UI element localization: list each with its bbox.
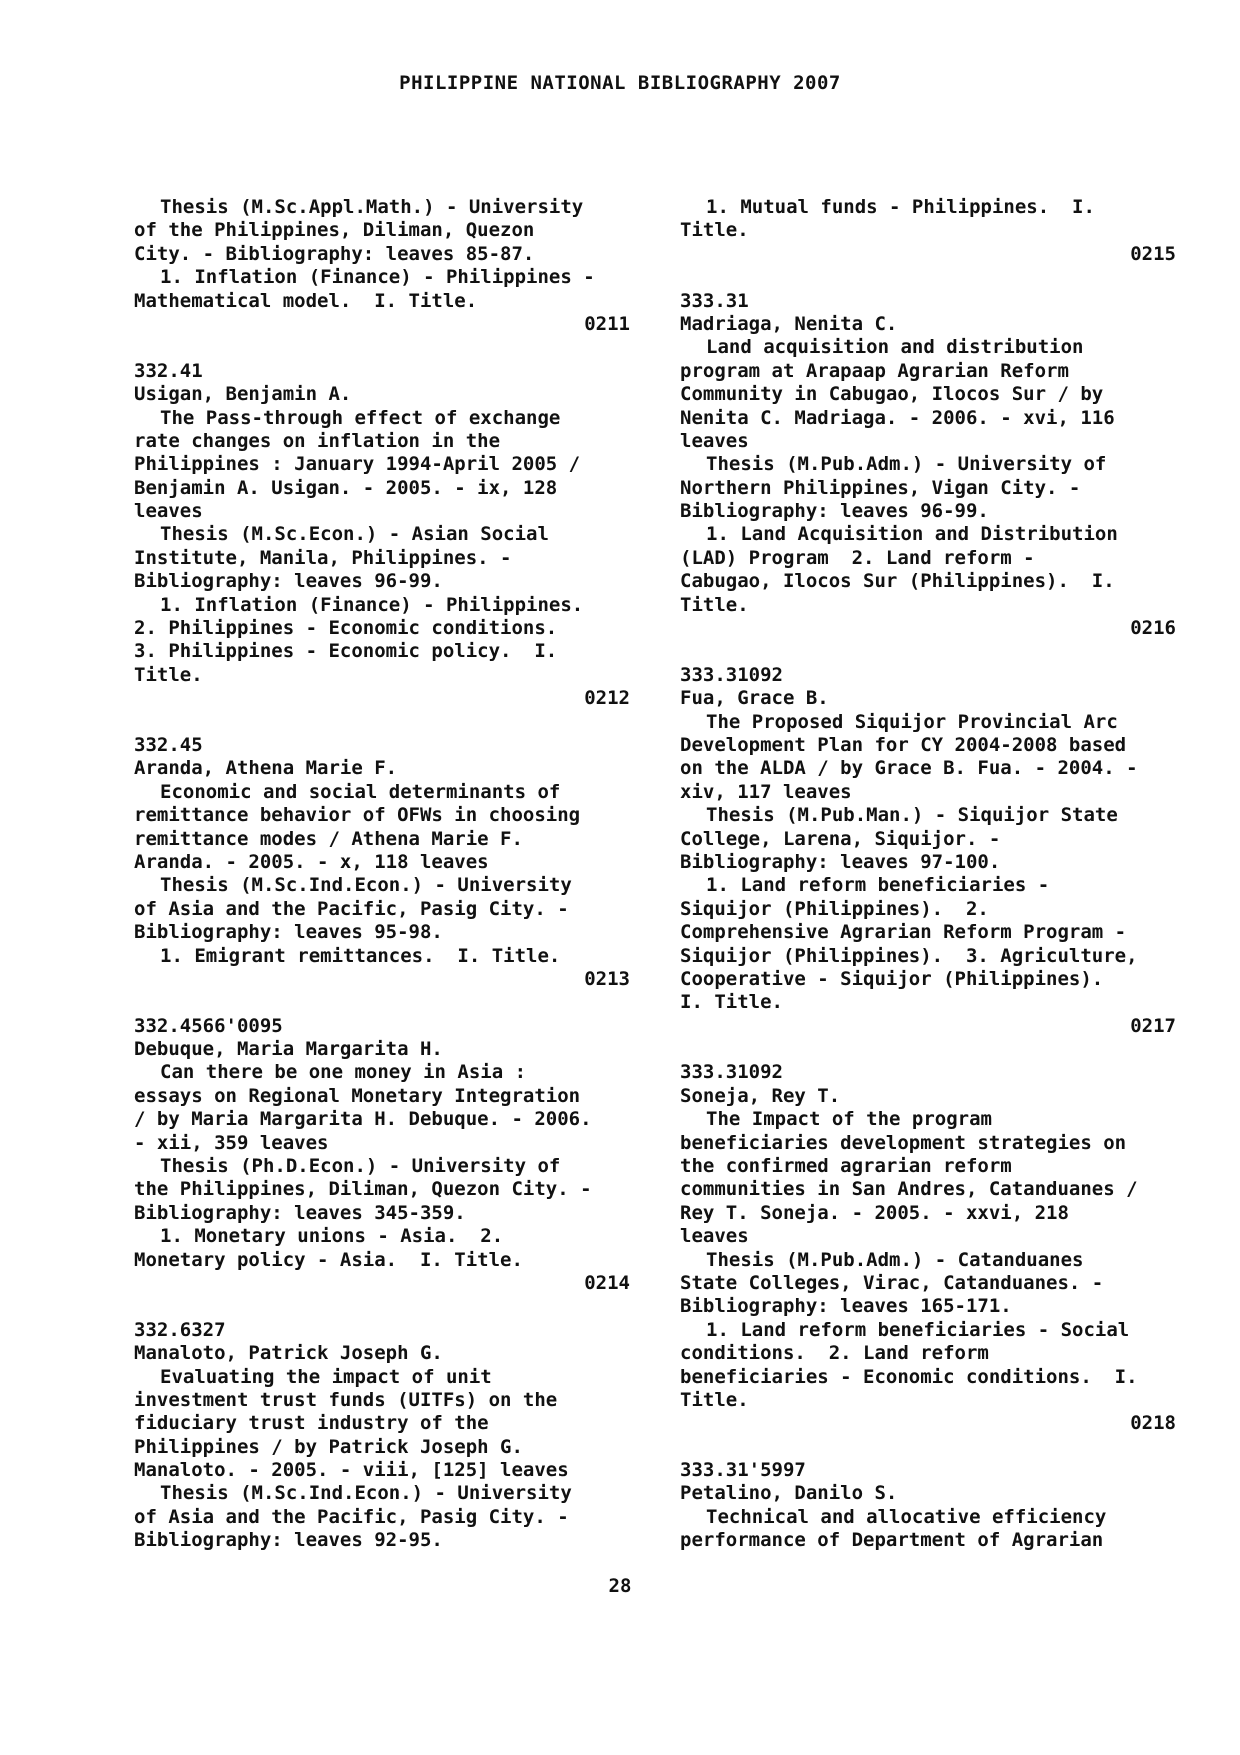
text-line: The Impact of the program — [706, 1108, 992, 1131]
text-line: 1. Inflation (Finance) - Philippines. — [160, 593, 584, 616]
entry-number: 0213 — [584, 967, 630, 990]
entry-number: 0217 — [1130, 1014, 1176, 1037]
text-line: on the ALDA / by Grace B. Fua. - 2004. - — [680, 757, 1138, 780]
text-line: Development Plan for CY 2004-2008 based — [680, 733, 1127, 756]
text-line: Land acquisition and distribution — [706, 336, 1084, 359]
text-line: Benjamin A. Usigan. - 2005. - ix, 128 — [134, 476, 558, 499]
text-line: 1. Land reform beneficiaries - Social — [706, 1318, 1130, 1341]
text-line: Bibliography: leaves 92-95. — [134, 1529, 443, 1552]
text-line: Cooperative - Siquijor (Philippines). — [680, 967, 1104, 990]
text-line: Debuque, Maria Margarita H. — [134, 1038, 443, 1061]
text-line: of Asia and the Pacific, Pasig City. - — [134, 897, 569, 920]
text-line: program at Arapaap Agrarian Reform — [680, 359, 1069, 382]
text-line: The Pass-through effect of exchange — [160, 406, 561, 429]
text-line: - xii, 359 leaves — [134, 1131, 329, 1154]
text-line: Philippines / by Patrick Joseph G. — [134, 1435, 523, 1458]
text-line: 1. Inflation (Finance) - Philippines - — [160, 266, 595, 289]
text-line: Title. — [680, 593, 749, 616]
entry-number: 0214 — [584, 1271, 630, 1294]
text-line: beneficiaries development strategies on — [680, 1131, 1127, 1154]
right-column — [680, 196, 1176, 1553]
text-line: Fua, Grace B. — [680, 687, 829, 710]
text-line: investment trust funds (UITFs) on the — [134, 1388, 558, 1411]
text-line: essays on Regional Monetary Integration — [134, 1084, 581, 1107]
text-line: Can there be one money in Asia : — [160, 1061, 527, 1084]
text-line: Philippines : January 1994-April 2005 / — [134, 453, 581, 476]
text-line: communities in San Andres, Catanduanes / — [680, 1178, 1138, 1201]
text-line: 333.31092 — [680, 1061, 783, 1084]
text-line: 333.31092 — [680, 663, 783, 686]
text-line: conditions. 2. Land reform — [680, 1342, 989, 1365]
text-line: fiduciary trust industry of the — [134, 1412, 489, 1435]
entry-number: 0211 — [584, 312, 630, 335]
text-line: (LAD) Program 2. Land reform - — [680, 546, 1035, 569]
text-line: Title. — [680, 219, 749, 242]
text-line: beneficiaries - Economic conditions. I. — [680, 1365, 1138, 1388]
text-line: 1. Land reform beneficiaries - — [706, 874, 1050, 897]
text-line: Bibliography: leaves 97-100. — [680, 850, 1001, 873]
text-line: 1. Monetary unions - Asia. 2. — [160, 1225, 504, 1248]
text-line: Siquijor (Philippines). 3. Agriculture, — [680, 944, 1138, 967]
text-line: 332.41 — [134, 359, 203, 382]
text-line: Thesis (M.Pub.Adm.) - Catanduanes — [706, 1248, 1084, 1271]
blank-line — [680, 1436, 1176, 1459]
blank-line — [134, 336, 630, 359]
blank-line — [134, 1295, 630, 1318]
text-line: Thesis (M.Sc.Econ.) - Asian Social — [160, 523, 549, 546]
text-line: Cabugao, Ilocos Sur (Philippines). I. — [680, 570, 1115, 593]
text-line: performance of Department of Agrarian — [680, 1529, 1104, 1552]
text-line: remittance behavior of OFWs in choosing — [134, 804, 581, 827]
text-line: 332.45 — [134, 733, 203, 756]
text-line: Thesis (Ph.D.Econ.) - University of — [160, 1155, 561, 1178]
blank-line — [680, 266, 1176, 289]
text-line: Title. — [680, 1388, 749, 1411]
text-line: leaves — [134, 500, 203, 523]
text-line: remittance modes / Athena Marie F. — [134, 827, 523, 850]
text-line: 333.31'5997 — [680, 1459, 806, 1482]
entry-number: 0212 — [584, 687, 630, 710]
text-line: Mathematical model. I. Title. — [134, 289, 478, 312]
text-line: 1. Land Acquisition and Distribution — [706, 523, 1118, 546]
text-line: Thesis (M.Sc.Appl.Math.) - University — [160, 196, 584, 218]
page-number: 28 — [608, 1575, 632, 1597]
text-line: Nenita C. Madriaga. - 2006. - xvi, 116 — [680, 406, 1115, 429]
text-line: Soneja, Rey T. — [680, 1084, 841, 1107]
text-line: 332.6327 — [134, 1318, 226, 1341]
text-line: College, Larena, Siquijor. - — [680, 827, 1001, 850]
text-line: Rey T. Soneja. - 2005. - xxvi, 218 — [680, 1201, 1069, 1224]
text-line: Manaloto. - 2005. - viii, [125] leaves — [134, 1459, 569, 1482]
text-line: rate changes on inflation in the — [134, 429, 501, 452]
text-line: Evaluating the impact of unit — [160, 1365, 492, 1388]
text-line: 333.31 — [680, 289, 749, 312]
text-line: Siquijor (Philippines). 2. — [680, 897, 989, 920]
text-line: Institute, Manila, Philippines. - — [134, 546, 512, 569]
text-line: of the Philippines, Diliman, Quezon — [134, 219, 535, 242]
text-line: Manaloto, Patrick Joseph G. — [134, 1342, 443, 1365]
text-line: the Philippines, Diliman, Quezon City. - — [134, 1178, 592, 1201]
text-line: 2. Philippines - Economic conditions. — [134, 617, 558, 640]
blank-line — [134, 991, 630, 1014]
entry-number: 0215 — [1130, 242, 1176, 265]
text-line: 3. Philippines - Economic policy. I. — [134, 640, 558, 663]
blank-line — [680, 1038, 1176, 1061]
text-line: City. - Bibliography: leaves 85-87. — [134, 242, 535, 265]
text-line: Community in Cabugao, Ilocos Sur / by — [680, 383, 1104, 406]
text-line: leaves — [680, 1225, 749, 1248]
text-line: Title. — [134, 663, 203, 686]
text-line: Bibliography: leaves 165-171. — [680, 1295, 1012, 1318]
text-line: Economic and social determinants of — [160, 780, 561, 803]
text-line: of Asia and the Pacific, Pasig City. - — [134, 1505, 569, 1528]
blank-line — [134, 711, 630, 734]
text-line: Bibliography: leaves 345-359. — [134, 1201, 466, 1224]
text-line: xiv, 117 leaves — [680, 780, 852, 803]
text-line: 1. Mutual funds - Philippines. I. — [706, 196, 1095, 218]
text-line: Madriaga, Nenita C. — [680, 312, 898, 335]
text-line: Technical and allocative efficiency — [706, 1505, 1107, 1528]
text-line: Bibliography: leaves 96-99. — [680, 500, 989, 523]
page-header: PHILIPPINE NATIONAL BIBLIOGRAPHY 2007 — [399, 72, 841, 94]
text-line: The Proposed Siquijor Provincial Arc — [706, 710, 1118, 733]
text-line: Bibliography: leaves 95-98. — [134, 921, 443, 944]
text-line: Aranda. - 2005. - x, 118 leaves — [134, 850, 489, 873]
text-line: Thesis (M.Pub.Adm.) - University of — [706, 453, 1107, 476]
entry-number: 0216 — [1130, 617, 1176, 640]
text-line: Aranda, Athena Marie F. — [134, 757, 398, 780]
left-column — [134, 196, 630, 1553]
text-line: I. Title. — [680, 991, 783, 1014]
text-line: Monetary policy - Asia. I. Title. — [134, 1248, 523, 1271]
text-line: State Colleges, Virac, Catanduanes. - — [680, 1271, 1104, 1294]
text-line: Thesis (M.Sc.Ind.Econ.) - University — [160, 1482, 572, 1505]
text-line: Northern Philippines, Vigan City. - — [680, 476, 1081, 499]
text-line: leaves — [680, 429, 749, 452]
text-line: Petalino, Danilo S. — [680, 1482, 898, 1505]
text-line: Comprehensive Agrarian Reform Program - — [680, 921, 1127, 944]
entry-number: 0218 — [1130, 1412, 1176, 1435]
text-line: 1. Emigrant remittances. I. Title. — [160, 944, 561, 967]
text-line: 332.4566'0095 — [134, 1014, 283, 1037]
text-line: Thesis (M.Sc.Ind.Econ.) - University — [160, 874, 572, 897]
blank-line — [680, 640, 1176, 663]
text-line: Usigan, Benjamin A. — [134, 383, 352, 406]
text-line: the confirmed agrarian reform — [680, 1155, 1012, 1178]
text-line: Thesis (M.Pub.Man.) - Siquijor State — [706, 804, 1118, 827]
text-line: / by Maria Margarita H. Debuque. - 2006. — [134, 1108, 592, 1131]
text-line: Bibliography: leaves 96-99. — [134, 570, 443, 593]
